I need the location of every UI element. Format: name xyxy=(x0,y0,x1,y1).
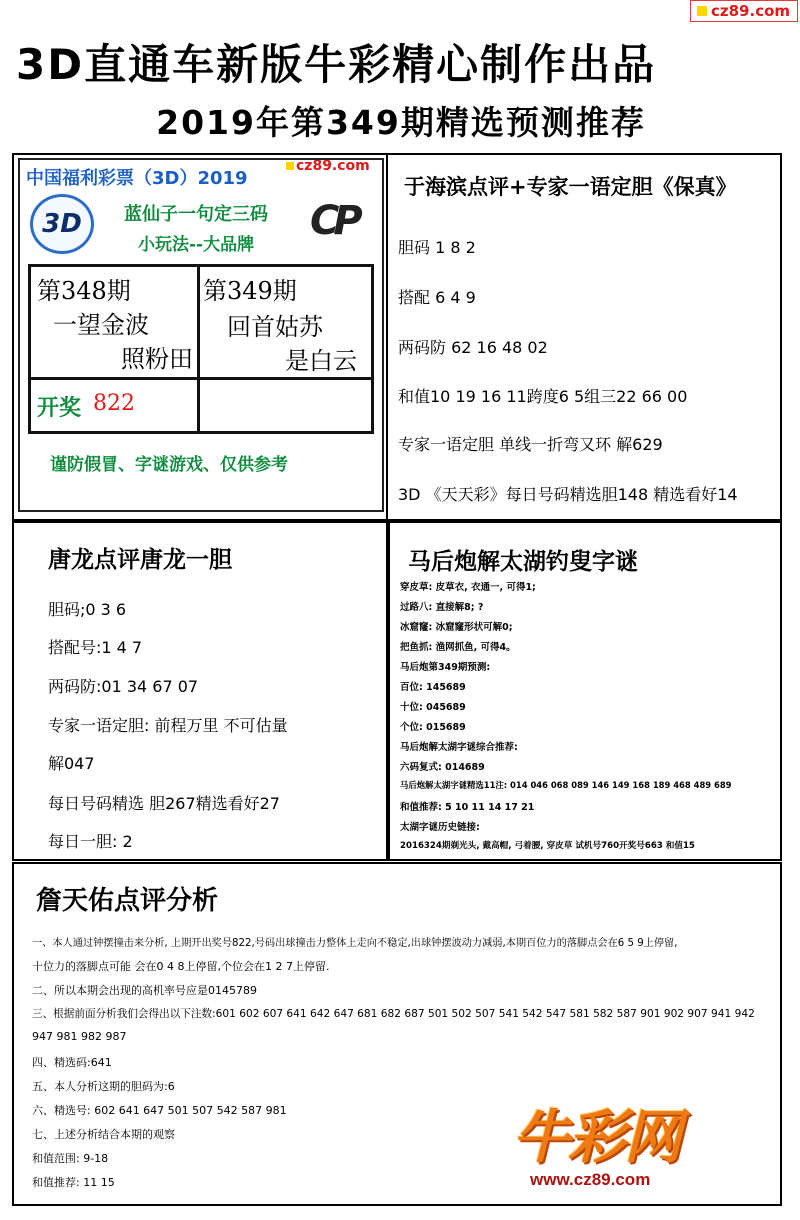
tang-line: 搭配号:1 4 7 xyxy=(48,638,143,657)
ma-line: 马后炮第349期预测: xyxy=(400,662,491,673)
yu-line: 胆码 1 8 2 xyxy=(398,238,476,257)
yu-line: 和值10 19 16 11跨度6 5组三22 66 00 xyxy=(398,387,688,406)
site-square-icon xyxy=(286,162,294,170)
cell-348-line1: 一望金波 xyxy=(53,311,149,339)
zhan-line: 一、本人通过钟摆撞击来分析, 上期开出奖号822,号码出球撞击力整体上走向不稳定,出球钟摆波动力减弱,本期百位力的落脚点会在6 5 9上停留, xyxy=(32,938,678,949)
ma-line: 冰窟窿: 冰窟窿形状可解0; xyxy=(400,622,513,633)
zhan-panel-title: 詹天佑点评分析 xyxy=(36,886,219,916)
zhan-line: 四、精选码:641 xyxy=(32,1056,112,1069)
ma-line: 过路八: 直接解8; ? xyxy=(400,602,484,613)
tang-line: 胆码;0 3 6 xyxy=(48,600,127,619)
badge-square-icon xyxy=(697,6,707,16)
page-title: 3D直通车新版牛彩精心制作出品 xyxy=(16,40,657,89)
ma-panel xyxy=(388,521,782,861)
zhan-line: 947 981 982 987 xyxy=(32,1030,127,1043)
ma-line: 穿皮草: 皮草衣, 衣通一, 可得1; xyxy=(400,582,536,593)
cell-349-line1: 回首姑苏 xyxy=(227,313,323,341)
cp-logo-icon: CP xyxy=(310,198,357,244)
ma-line: 2016324期剃光头, 戴高帽, 弓着腰, 穿皮草 试机号760开奖号663 和值15 xyxy=(400,841,695,851)
zhan-line: 六、精选号: 602 641 647 501 507 542 587 981 xyxy=(32,1104,287,1117)
zhan-line: 二、所以本期会出现的高机率号应是0145789 xyxy=(32,984,257,997)
cell-348-line2: 照粉田 xyxy=(121,345,193,373)
cell-348-title: 第348期 xyxy=(37,277,131,305)
lottery-image xyxy=(18,158,384,512)
badge-site-text: cz89.com xyxy=(711,2,791,20)
zhan-line: 七、上述分析结合本期的观察 xyxy=(32,1128,175,1141)
draw-label: 开奖 xyxy=(37,395,82,421)
tang-panel-title: 唐龙点评唐龙一胆 xyxy=(48,547,232,573)
niucai-logo[interactable] xyxy=(494,1086,764,1198)
3d-logo-icon: 3D xyxy=(30,194,94,254)
yu-line: 搭配 6 4 9 xyxy=(398,288,476,307)
tang-line: 专家一语定胆: 前程万里 不可估量 xyxy=(48,716,288,735)
ma-line: 把鱼抓: 渔网抓鱼, 可得4。 xyxy=(400,642,516,653)
site-badge[interactable] xyxy=(690,0,798,22)
tang-line: 每日一胆: 2 xyxy=(48,832,133,851)
draw-value: 822 xyxy=(93,391,135,416)
ma-line: 马后炮解太湖字谜综合推荐: xyxy=(400,742,518,753)
zhan-line: 和值范围: 9-18 xyxy=(32,1152,109,1165)
lottery-site-tag xyxy=(286,158,370,174)
ma-line: 十位: 045689 xyxy=(400,702,466,713)
niucai-logo-text: 牛彩网 xyxy=(512,1103,681,1171)
lottery-slogan-1: 蓝仙子一句定三码 xyxy=(124,204,268,225)
yu-line: 专家一语定胆 单线一折弯又环 解629 xyxy=(398,435,663,454)
zhan-panel xyxy=(12,862,782,1206)
yu-line: 3D 《天天彩》每日号码精选胆148 精选看好14 xyxy=(398,485,738,504)
niucai-logo-site: www.cz89.com xyxy=(530,1170,651,1189)
zhan-line: 十位力的落脚点可能 会在0 4 8上停留,个位会在1 2 7上停留. xyxy=(32,960,330,973)
cell-349-line2: 是白云 xyxy=(285,347,357,375)
ma-line: 和值推荐: 5 10 11 14 17 21 xyxy=(400,802,535,813)
lottery-head: 中国福利彩票（3D）2019 xyxy=(26,168,248,189)
tang-line: 解047 xyxy=(48,754,95,773)
tang-panel xyxy=(12,521,388,861)
yu-panel xyxy=(386,153,782,521)
grid-divider-horizontal xyxy=(31,377,371,380)
ma-line: 六码复式: 014689 xyxy=(400,762,485,773)
tang-line: 每日号码精选 胆267精选看好27 xyxy=(48,794,280,813)
lottery-slogan-2: 小玩法--大品牌 xyxy=(138,235,255,255)
yu-panel-title: 于海滨点评+专家一语定胆《保真》 xyxy=(404,175,737,199)
ma-line: 马后炮解太湖字谜精选11注: 014 046 068 089 146 149 168 189 468 489 689 xyxy=(400,780,732,790)
grid-divider-vertical xyxy=(197,267,200,433)
cell-349-title: 第349期 xyxy=(203,277,297,305)
ma-line: 百位: 145689 xyxy=(400,682,466,693)
page-subtitle: 2019年第349期精选预测推荐 xyxy=(156,103,646,142)
lottery-site-text: cz89.com xyxy=(296,158,370,174)
ma-panel-title: 马后炮解太湖钓叟字谜 xyxy=(408,549,638,575)
yu-line: 两码防 62 16 48 02 xyxy=(398,338,548,357)
zhan-line: 五、本人分析这期的胆码为:6 xyxy=(32,1080,175,1093)
lottery-grid xyxy=(28,264,374,434)
lottery-footer: 谨防假冒、字谜游戏、仅供参考 xyxy=(50,455,288,475)
zhan-line: 三、根据前面分析我们会得出以下注数:601 602 607 641 642 647 681 682 687 501 502 507 541 542 547 581 582 587 901 902 907 941 942 xyxy=(32,1008,755,1020)
ma-line: 个位: 015689 xyxy=(400,722,466,733)
zhan-line: 和值推荐: 11 15 xyxy=(32,1176,115,1189)
ma-line: 太湖字谜历史链接: xyxy=(400,822,480,833)
tang-line: 两码防:01 34 67 07 xyxy=(48,677,199,696)
